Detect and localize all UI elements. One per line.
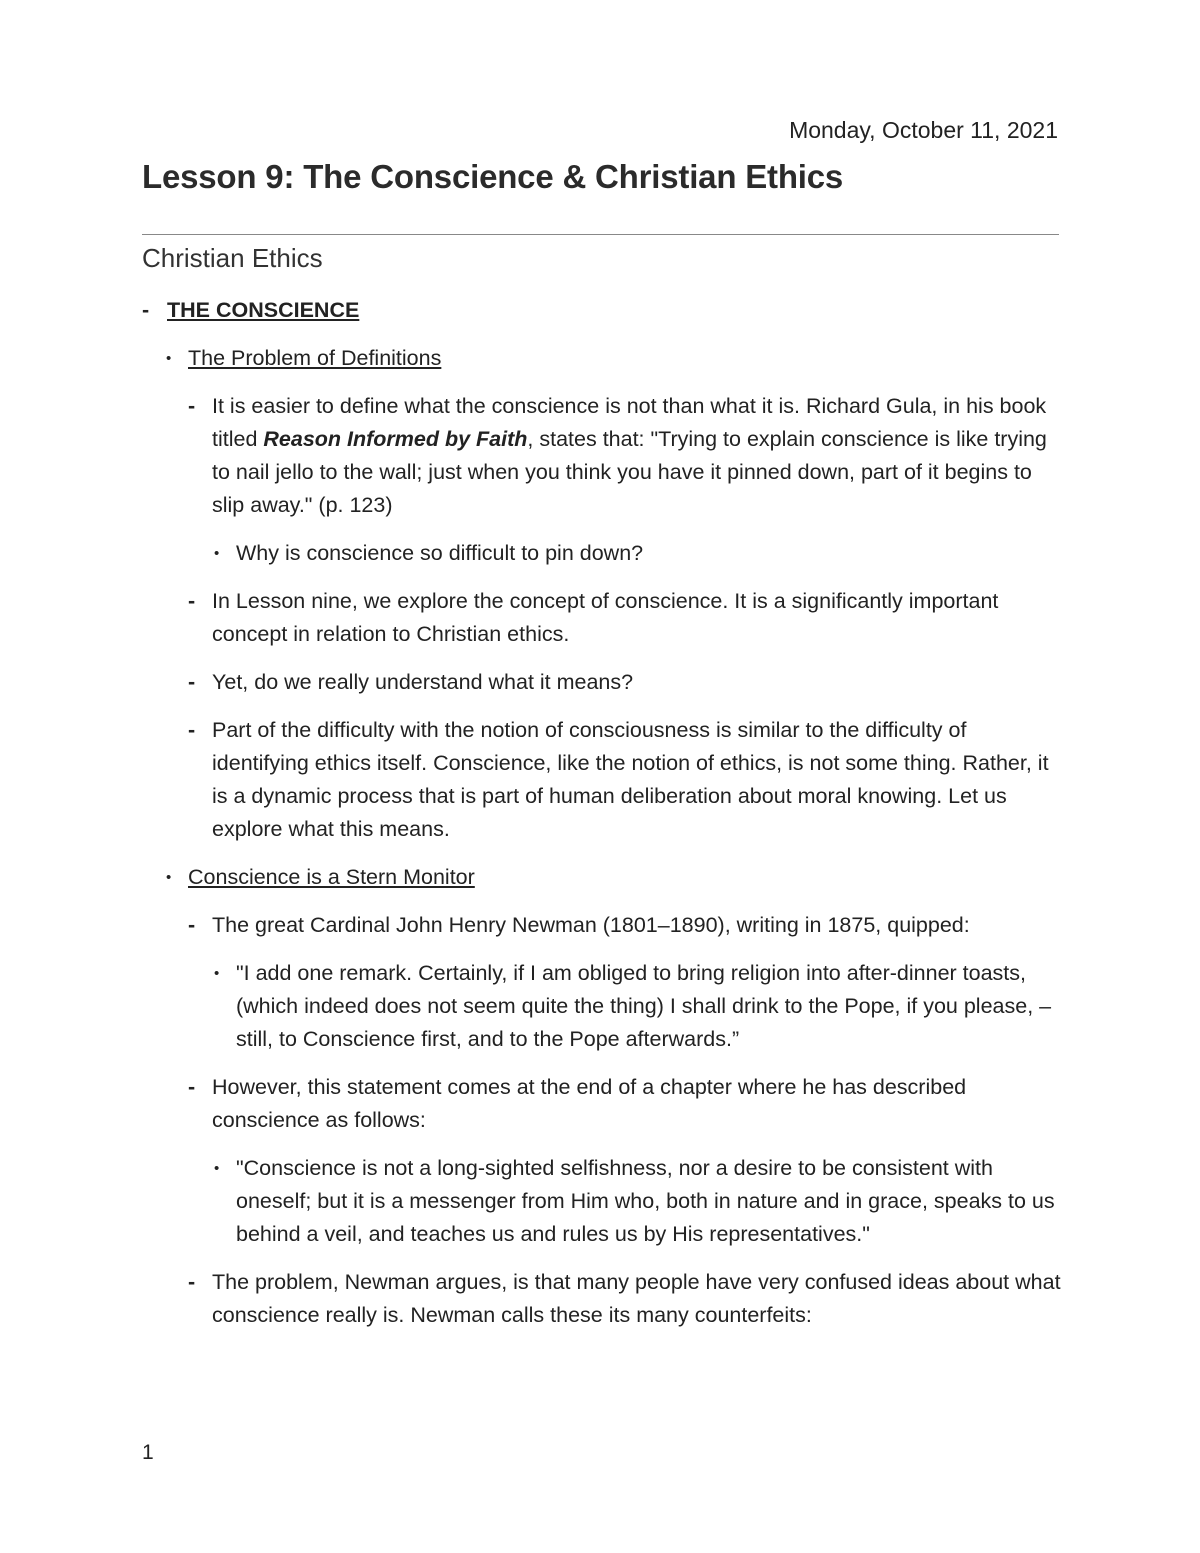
paragraph-text-part: , states that: "Trying to explain conscience is like trying to nail jello to the wall; just when you think you have it pinned down, part of it begins to slip away." (p. 123) [212, 427, 1047, 517]
list-item [142, 957, 1062, 1056]
question-text: Why is conscience so difficult to pin down? [236, 541, 644, 565]
paragraph-text: The great Cardinal John Henry Newman (1801–1890), writing in 1875, quipped: [212, 913, 970, 937]
book-title: Reason Informed by Faith [263, 427, 528, 451]
list-item [142, 585, 1062, 651]
list-item [142, 666, 1062, 699]
list-item [142, 714, 1062, 846]
paragraph-text: Yet, do we really understand what it means? [212, 670, 634, 694]
paragraph-text: However, this statement comes at the end of a chapter where he has described conscience as follows: [212, 1075, 967, 1132]
subheading-item [142, 861, 1062, 894]
dash-marker: - [188, 1075, 196, 1099]
list-item [142, 390, 1062, 522]
paragraph-text [212, 394, 1047, 517]
list-item [142, 1071, 1062, 1137]
list-item [142, 909, 1062, 942]
bullet-marker: • [166, 350, 172, 367]
paragraph-text: The problem, Newman argues, is that many people have very confused ideas about what conscience really is. Newman calls these its many counterfeits: [212, 1270, 1061, 1327]
subheading-problem-of-definitions: The Problem of Definitions [188, 346, 442, 370]
subheading-stern-monitor: Conscience is a Stern Monitor [188, 865, 475, 889]
title-divider [142, 234, 1059, 235]
outline-heading-item [142, 294, 1062, 327]
dash-marker: - [142, 298, 150, 322]
document-title: Lesson 9: The Conscience & Christian Ethics [142, 158, 844, 195]
paragraph-text: In Lesson nine, we explore the concept of conscience. It is a significantly important concept in relation to Christian ethics. [212, 589, 999, 646]
bullet-marker: • [214, 965, 220, 982]
list-item [142, 1266, 1062, 1332]
dash-marker: - [188, 1270, 196, 1294]
dash-marker: - [188, 394, 196, 418]
dash-marker: - [188, 913, 196, 937]
dash-marker: - [188, 718, 196, 742]
quote-text: "I add one remark. Certainly, if I am obliged to bring religion into after-dinner toasts, (which indeed does not seem quite the thing) I shall drink to the Pope, if you please, – still, to Conscience first, and to the Pope afterwards.” [236, 961, 1052, 1051]
document-date: Monday, October 11, 2021 [789, 117, 1058, 143]
bullet-marker: • [214, 545, 220, 562]
paragraph-text: Part of the difficulty with the notion of consciousness is similar to the difficulty of identifying ethics itself. Conscience, like the notion of ethics, is not some thing. Rather, it is a dynamic process that is part of human deliberation about moral knowing. Let us explore what this means. [212, 718, 1049, 841]
list-item [142, 537, 1062, 570]
page-number: 1 [142, 1441, 154, 1464]
bullet-marker: • [166, 869, 172, 886]
conscience-heading: THE CONSCIENCE [167, 298, 360, 322]
dash-marker: - [188, 670, 196, 694]
document-body [142, 294, 1062, 1347]
quote-text: "Conscience is not a long-sighted selfishness, nor a desire to be consistent with oneself; but it is a messenger from Him who, both in nature and in grace, speaks to us behind a veil, and teaches us and rules us by His representatives." [236, 1156, 1055, 1246]
bullet-marker: • [214, 1160, 220, 1177]
dash-marker: - [188, 589, 196, 613]
paragraph-text-part: It is easier to define what the conscience is not than what it is. Richard Gula, in his book titled [212, 394, 1047, 451]
subheading-item [142, 342, 1062, 375]
section-heading: Christian Ethics [142, 243, 323, 273]
list-item [142, 1152, 1062, 1251]
